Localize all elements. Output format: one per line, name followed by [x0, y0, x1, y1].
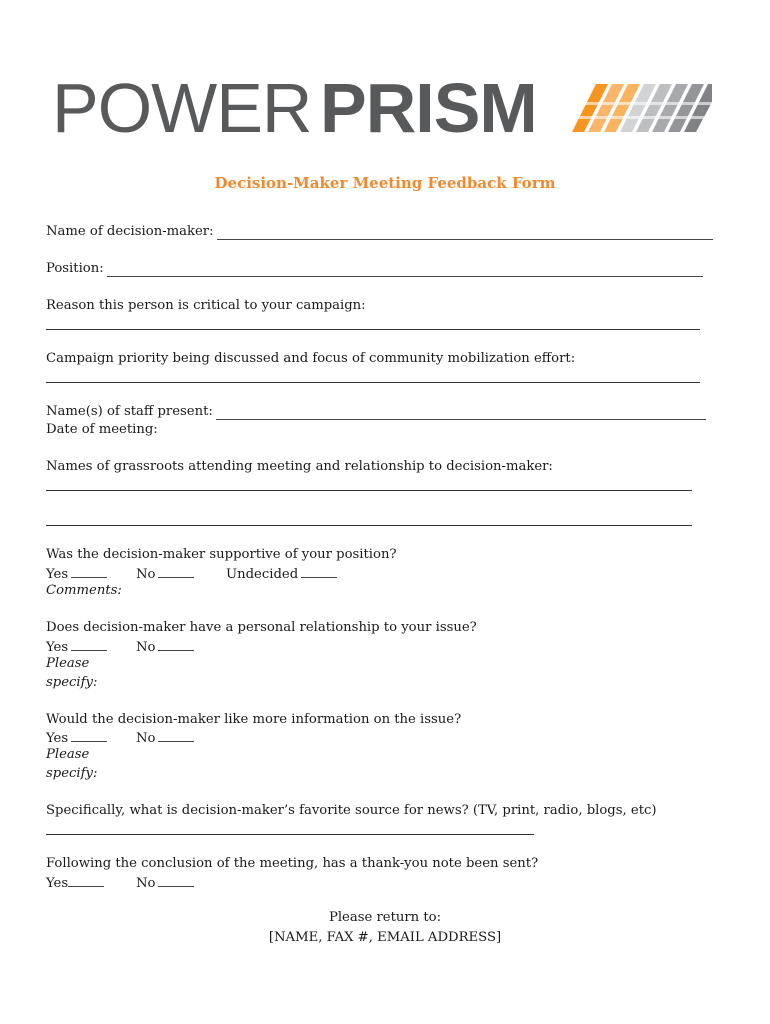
- relationship-specify-1: Please: [46, 656, 90, 671]
- yes-label: Yes: [46, 731, 69, 746]
- supportive-yes-option[interactable]: [46, 565, 107, 583]
- relationship-options: [46, 638, 346, 654]
- position-row: [46, 261, 703, 277]
- undecided-blank[interactable]: [301, 565, 337, 578]
- grassroots-field-1[interactable]: [46, 490, 692, 491]
- supportive-question: Was the decision-maker supportive of your position?: [46, 547, 397, 562]
- yes-blank[interactable]: [71, 565, 107, 578]
- decision-maker-name-row: [46, 224, 713, 240]
- undecided-label: Undecided: [226, 567, 299, 582]
- thank-you-options: [46, 874, 346, 890]
- powerprism-logo: [52, 74, 712, 138]
- staff-row: [46, 404, 706, 420]
- relationship-question: Does decision-maker have a personal relationship to your issue?: [46, 620, 477, 635]
- yes-blank[interactable]: [71, 638, 107, 651]
- thank-you-no-option[interactable]: [136, 874, 194, 892]
- priority-field[interactable]: [46, 382, 700, 383]
- yes-blank[interactable]: [71, 729, 107, 742]
- yes-label: Yes: [46, 640, 69, 655]
- relationship-specify-2: specify:: [46, 675, 98, 690]
- no-label: No: [136, 731, 156, 746]
- supportive-undecided-option[interactable]: [226, 565, 337, 583]
- relationship-no-option[interactable]: [136, 638, 194, 656]
- no-blank[interactable]: [158, 638, 194, 651]
- grassroots-field-2[interactable]: [46, 525, 692, 526]
- more-info-options: [46, 729, 346, 745]
- reason-field[interactable]: [46, 329, 700, 330]
- priority-label: Campaign priority being discussed and focus of community mobilization effort:: [46, 351, 576, 366]
- relationship-yes-option[interactable]: [46, 638, 107, 656]
- more-info-no-option[interactable]: [136, 729, 194, 747]
- no-blank[interactable]: [158, 874, 194, 887]
- logo-prism-text: PRISM: [320, 74, 537, 138]
- no-label: No: [136, 876, 156, 891]
- yes-label: Yes: [46, 567, 69, 582]
- position-field[interactable]: [107, 263, 703, 277]
- date-label: Date of meeting:: [46, 422, 158, 437]
- no-blank[interactable]: [158, 565, 194, 578]
- supportive-options: [46, 565, 646, 581]
- decision-maker-name-field[interactable]: [217, 226, 713, 240]
- more-info-specify-2: specify:: [46, 766, 98, 781]
- return-label: Please return to:: [328, 910, 442, 925]
- more-info-question: Would the decision-maker like more information on the issue?: [46, 712, 462, 727]
- no-label: No: [136, 567, 156, 582]
- supportive-no-option[interactable]: [136, 565, 194, 583]
- news-source-label: Specifically, what is decision-maker’s favorite source for news? (TV, print, radio, blogs, etc): [46, 803, 657, 818]
- comments-label: Comments:: [46, 583, 122, 598]
- return-address: [NAME, FAX #, EMAIL ADDRESS]: [268, 930, 502, 945]
- reason-label: Reason this person is critical to your campaign:: [46, 298, 366, 313]
- thank-you-yes-option[interactable]: [46, 874, 104, 892]
- position-label: Position:: [46, 261, 104, 276]
- yes-label: Yes: [46, 876, 69, 891]
- staff-label: Name(s) of staff present:: [46, 404, 213, 419]
- decision-maker-name-label: Name of decision-maker:: [46, 224, 214, 239]
- form-title: Decision-Maker Meeting Feedback Form: [214, 174, 556, 192]
- prism-stripes-icon: [570, 84, 712, 132]
- no-label: No: [136, 640, 156, 655]
- yes-blank[interactable]: [68, 874, 104, 887]
- logo-power-text: POWER: [52, 74, 312, 138]
- news-source-field[interactable]: [46, 834, 534, 835]
- more-info-specify-1: Please: [46, 747, 90, 762]
- grassroots-label: Names of grassroots attending meeting and relationship to decision-maker:: [46, 459, 553, 474]
- no-blank[interactable]: [158, 729, 194, 742]
- more-info-yes-option[interactable]: [46, 729, 107, 747]
- thank-you-question: Following the conclusion of the meeting, has a thank-you note been sent?: [46, 856, 539, 871]
- staff-field[interactable]: [216, 406, 706, 420]
